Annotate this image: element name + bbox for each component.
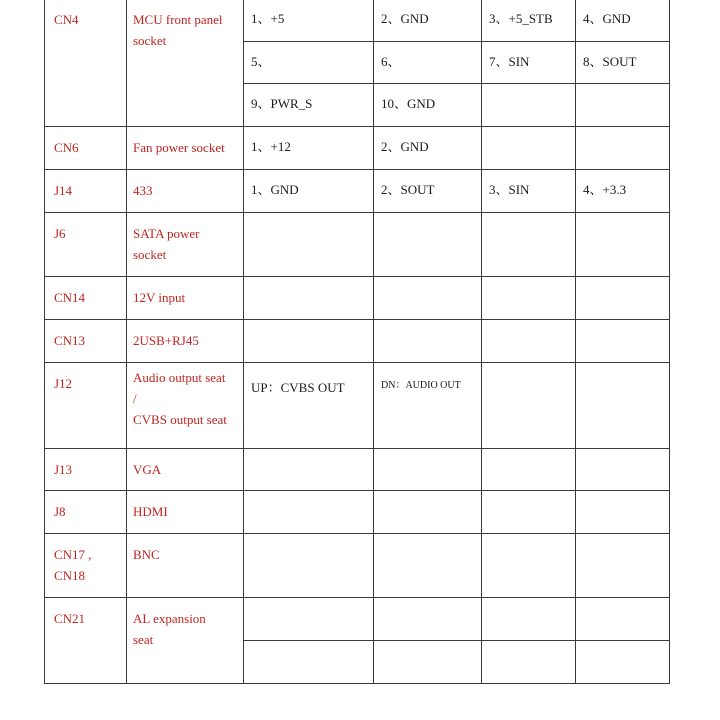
pin-cell (576, 598, 670, 641)
pin-cell: DN：AUDIO OUT (374, 363, 482, 449)
pin-cell (482, 534, 576, 598)
table-row (45, 363, 670, 449)
pin-cell (244, 213, 374, 277)
pin-cell (576, 127, 670, 170)
pin-cell: 4、GND (576, 0, 670, 42)
name-line: seat (133, 632, 154, 647)
pin-cell: 1、+12 (244, 127, 374, 170)
pin-cell (244, 598, 374, 641)
connector-id: CN21 (45, 598, 127, 684)
connector-id: J6 (45, 213, 127, 277)
name-line: BNC (133, 547, 160, 562)
pin-cell (244, 449, 374, 491)
name-line: MCU front panel (133, 12, 223, 27)
pin-cell: 7、SIN (482, 42, 576, 84)
name-line: Audio output seat (133, 370, 226, 385)
pin-cell (374, 213, 482, 277)
name-line: CVBS output seat (133, 412, 227, 427)
connector-name (127, 127, 244, 170)
connector-id: J12 (45, 363, 127, 449)
pin-cell (576, 320, 670, 363)
pin-cell (576, 363, 670, 449)
name-line: AL expansion (133, 611, 206, 626)
pin-cell (482, 449, 576, 491)
connector-id: CN13 (45, 320, 127, 363)
connector-name (127, 449, 244, 491)
connector-id (45, 534, 127, 598)
pin-cell: 3、SIN (482, 170, 576, 213)
pin-cell (482, 320, 576, 363)
connector-name (127, 534, 244, 598)
pin-cell (482, 277, 576, 320)
pin-cell (482, 598, 576, 641)
pin-cell (374, 277, 482, 320)
pin-cell (374, 534, 482, 598)
connector-id: CN6 (45, 127, 127, 170)
name-line: 433 (133, 183, 153, 198)
name-line: socket (133, 33, 167, 48)
name-line: HDMI (133, 504, 168, 519)
pin-cell (374, 491, 482, 534)
id-line: CN18 (54, 568, 86, 583)
pin-cell: 5、 (244, 42, 374, 84)
connector-id: CN14 (45, 277, 127, 320)
pin-cell (482, 641, 576, 684)
table-row (45, 491, 670, 534)
table-row (45, 598, 670, 641)
pin-cell (374, 449, 482, 491)
pin-cell (576, 534, 670, 598)
pin-cell (244, 277, 374, 320)
pin-cell (576, 641, 670, 684)
pin-cell: UP：CVBS OUT (244, 363, 374, 449)
name-line: socket (133, 247, 167, 262)
pin-cell (244, 320, 374, 363)
pin-cell (374, 598, 482, 641)
pin-cell: 4、+3.3 (576, 170, 670, 213)
connector-name (127, 491, 244, 534)
pin-cell (244, 641, 374, 684)
connector-name (127, 170, 244, 213)
table-row (45, 534, 670, 598)
table-row (45, 320, 670, 363)
table-row (45, 127, 670, 170)
connector-id: J8 (45, 491, 127, 534)
pin-cell (482, 213, 576, 277)
name-line: / (133, 391, 137, 406)
pin-cell (482, 127, 576, 170)
connector-name (127, 320, 244, 363)
pin-cell (244, 491, 374, 534)
id-line: CN17 , (54, 547, 92, 562)
pin-cell: 10、GND (374, 84, 482, 127)
table-row (45, 277, 670, 320)
pin-cell (482, 491, 576, 534)
pin-cell: 2、GND (374, 0, 482, 42)
name-line: 2USB+RJ45 (133, 333, 199, 348)
pin-cell: 3、+5_STB (482, 0, 576, 42)
pin-cell (576, 491, 670, 534)
pin-cell (482, 84, 576, 127)
connector-name (127, 363, 244, 449)
pin-cell (576, 213, 670, 277)
pin-cell: 8、SOUT (576, 42, 670, 84)
pin-cell (374, 641, 482, 684)
pin-cell: 2、SOUT (374, 170, 482, 213)
pin-cell: 9、PWR_S (244, 84, 374, 127)
table-row (45, 449, 670, 491)
name-line: VGA (133, 462, 162, 477)
table-row (45, 0, 670, 42)
pin-cell: 2、GND (374, 127, 482, 170)
connector-name (127, 0, 244, 127)
name-line: 12V input (133, 290, 186, 305)
pin-cell (576, 449, 670, 491)
table-row (45, 213, 670, 277)
connector-id: CN4 (45, 0, 127, 127)
connector-table (44, 0, 670, 684)
connector-name (127, 598, 244, 684)
name-line: Fan power socket (133, 140, 225, 155)
connector-name (127, 277, 244, 320)
connector-id: J14 (45, 170, 127, 213)
connector-name (127, 213, 244, 277)
name-line: SATA power (133, 226, 200, 241)
pin-cell (244, 534, 374, 598)
pin-cell (482, 363, 576, 449)
pin-cell: 6、 (374, 42, 482, 84)
pin-cell: 1、GND (244, 170, 374, 213)
pin-cell (374, 320, 482, 363)
table-row (45, 170, 670, 213)
pin-cell (576, 277, 670, 320)
connector-id: J13 (45, 449, 127, 491)
pin-cell: 1、+5 (244, 0, 374, 42)
pin-cell (576, 84, 670, 127)
